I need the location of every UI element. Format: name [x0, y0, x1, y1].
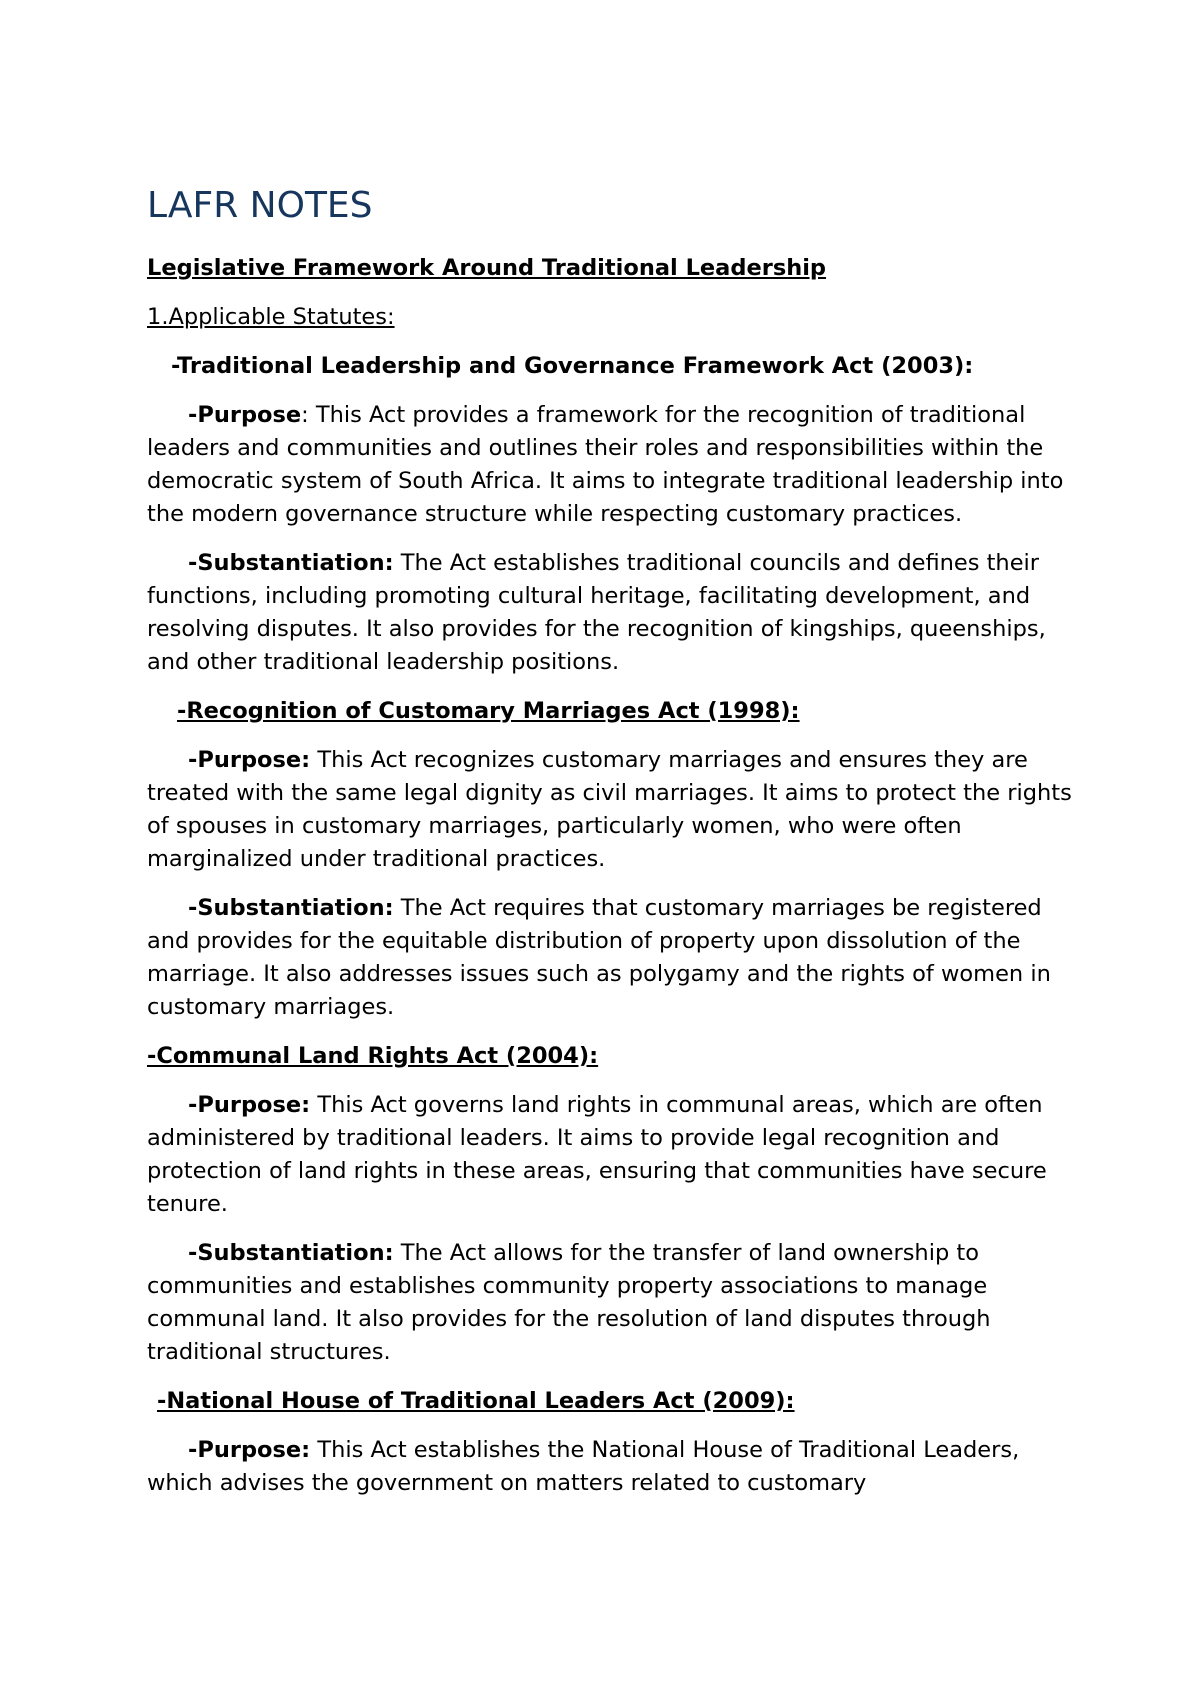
- substantiation-paragraph: [147, 892, 1077, 1024]
- substantiation-label: -Substantiation:: [188, 895, 394, 921]
- document-subtitle: Legislative Framework Around Traditional Leadership: [147, 255, 827, 281]
- substantiation-text: The Act establishes traditional councils and defines their functions, including promoting cultural heritage, facilitating development, and resolving disputes. It also provides for the recognition of kingships, queenships, and other traditional leadership positions.: [147, 550, 1046, 675]
- purpose-paragraph: [147, 1089, 1077, 1221]
- substantiation-text: The Act requires that customary marriages be registered and provides for the equitable distribution of property upon dissolution of the marriage. It also addresses issues such as polygamy and the rights of women in customary marriages.: [147, 895, 1051, 1020]
- purpose-text: : This Act provides a framework for the recognition of traditional leaders and communities and outlines their roles and responsibilities within the democratic system of South Africa. It aims to integrate traditional leadership into the modern governance structure while respecting customary practices.: [147, 402, 1064, 527]
- purpose-label: -Purpose: [188, 402, 302, 428]
- section-heading: 1.Applicable Statutes:: [147, 304, 395, 330]
- act-heading: -Recognition of Customary Marriages Act (1998):: [177, 698, 800, 724]
- purpose-paragraph: [147, 744, 1077, 876]
- act-heading: -Traditional Leadership and Governance Framework Act (2003):: [171, 353, 974, 379]
- substantiation-paragraph: [147, 547, 1077, 679]
- purpose-label: -Purpose:: [188, 1437, 311, 1463]
- document-title: LAFR NOTES: [147, 185, 373, 226]
- purpose-text: This Act establishes the National House of Traditional Leaders, which advises the government on matters related to customary: [147, 1437, 1020, 1496]
- purpose-paragraph: [147, 399, 1077, 531]
- act-heading: -Communal Land Rights Act (2004):: [147, 1043, 599, 1069]
- document-page: [147, 180, 1077, 1516]
- purpose-text: This Act governs land rights in communal areas, which are often administered by traditional leaders. It aims to provide legal recognition and protection of land rights in these areas, ensuring that communities have secure tenure.: [147, 1092, 1047, 1217]
- substantiation-label: -Substantiation:: [188, 1240, 394, 1266]
- purpose-label: -Purpose:: [188, 747, 311, 773]
- substantiation-label: -Substantiation:: [188, 550, 394, 576]
- purpose-paragraph: [147, 1434, 1077, 1500]
- act-heading: -National House of Traditional Leaders Act (2009):: [157, 1388, 795, 1414]
- purpose-label: -Purpose:: [188, 1092, 311, 1118]
- substantiation-text: The Act allows for the transfer of land ownership to communities and establishes community property associations to manage communal land. It also provides for the resolution of land disputes through traditional structures.: [147, 1240, 991, 1365]
- purpose-text: This Act recognizes customary marriages and ensures they are treated with the same legal dignity as civil marriages. It aims to protect the rights of spouses in customary marriages, particularly women, who were often marginalized under traditional practices.: [147, 747, 1072, 872]
- substantiation-paragraph: [147, 1237, 1077, 1369]
